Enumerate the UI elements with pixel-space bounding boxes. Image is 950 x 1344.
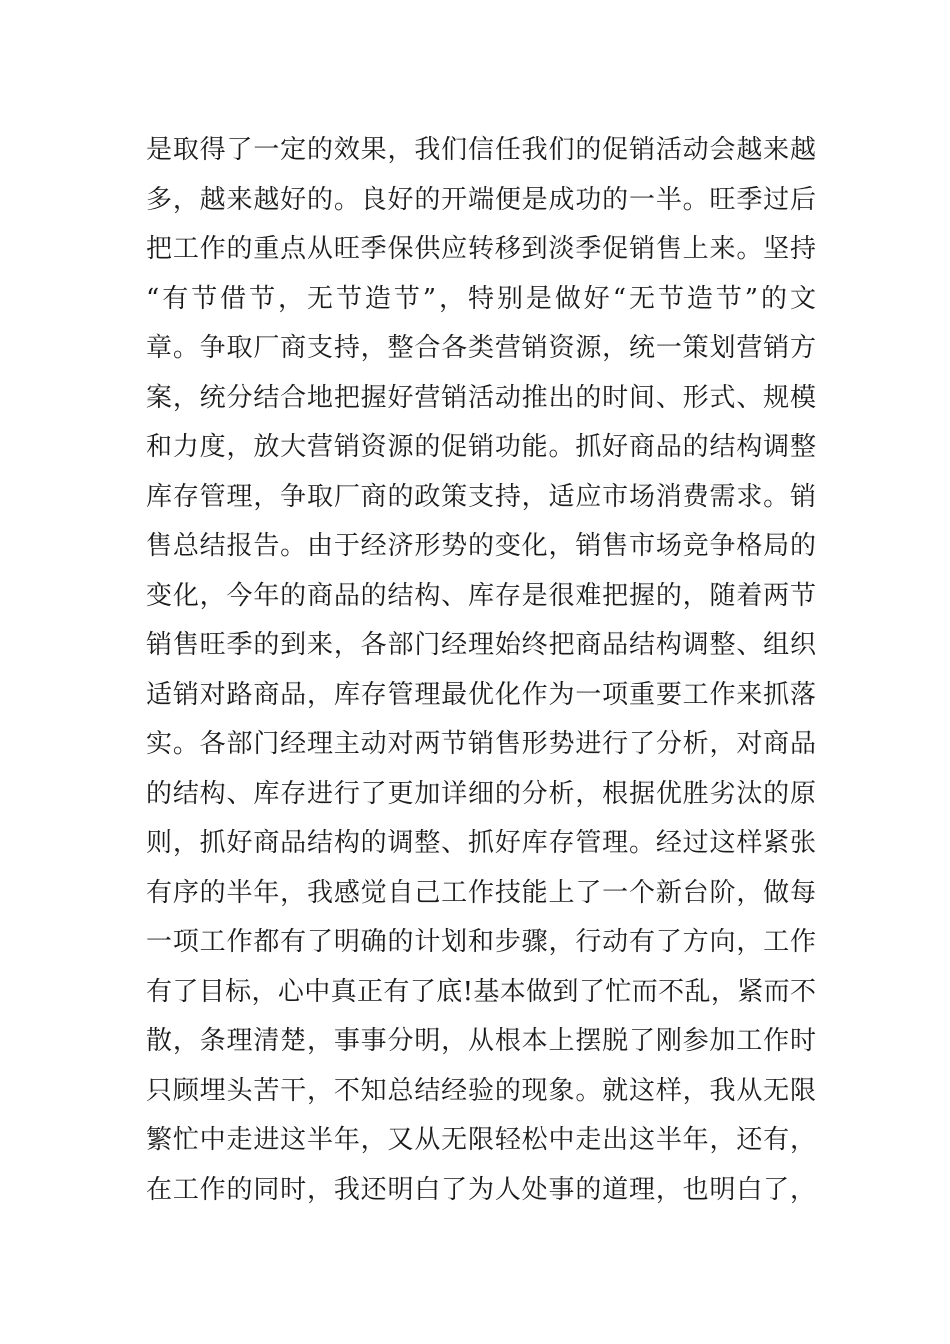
- text-line: 把工作的重点从旺季保供应转移到淡季促销售上来。坚持: [146, 234, 816, 264]
- text-line: 销售旺季的到来，各部门经理始终把商品结构调整、组织: [146, 630, 816, 660]
- text-line: 有序的半年，我感觉自己工作技能上了一个新台阶，做每: [146, 877, 816, 908]
- text-line: 散，条理清楚，事事分明，从根本上摆脱了刚参加工作时: [146, 1026, 816, 1056]
- text-line: 一项工作都有了明确的计划和步骤，行动有了方向，工作: [146, 927, 816, 957]
- text-line: 只顾埋头苦干，不知总结经验的现象。就这样，我从无限: [146, 1075, 816, 1106]
- text-line: 有了目标，心中真正有了底!基本做到了忙而不乱，紧而不: [146, 976, 816, 1007]
- text-line: 适销对路商品，库存管理最优化作为一项重要工作来抓落: [146, 679, 816, 710]
- text-line: “有节借节，无节造节”，特别是做好“无节造节”的文: [146, 283, 816, 314]
- text-line: 案，统分结合地把握好营销活动推出的时间、形式、规模: [146, 382, 816, 413]
- text-line: 实。各部门经理主动对两节销售形势进行了分析，对商品: [146, 729, 816, 759]
- text-line: 繁忙中走进这半年，又从无限轻松中走出这半年，还有，: [146, 1125, 816, 1155]
- text-line: 是取得了一定的效果，我们信任我们的促销活动会越来越: [146, 135, 816, 165]
- text-line: 在工作的同时，我还明白了为人处事的道理，也明白了，: [146, 1174, 816, 1205]
- text-line: 多，越来越好的。良好的开端便是成功的一半。旺季过后: [146, 184, 816, 215]
- text-line: 的结构、库存进行了更加详细的分析，根据优胜劣汰的原: [146, 778, 816, 809]
- body-text: [146, 126, 816, 1215]
- text-line: 售总结报告。由于经济形势的变化，销售市场竞争格局的: [146, 531, 816, 561]
- text-line: 则，抓好商品结构的调整、抓好库存管理。经过这样紧张: [146, 828, 816, 858]
- text-line: 库存管理，争取厂商的政策支持，适应市场消费需求。销: [146, 481, 816, 512]
- text-line: 变化，今年的商品的结构、库存是很难把握的，随着两节: [146, 580, 816, 611]
- text-line: 和力度，放大营销资源的促销功能。抓好商品的结构调整: [146, 432, 816, 462]
- text-line: 章。争取厂商支持，整合各类营销资源，统一策划营销方: [146, 333, 816, 363]
